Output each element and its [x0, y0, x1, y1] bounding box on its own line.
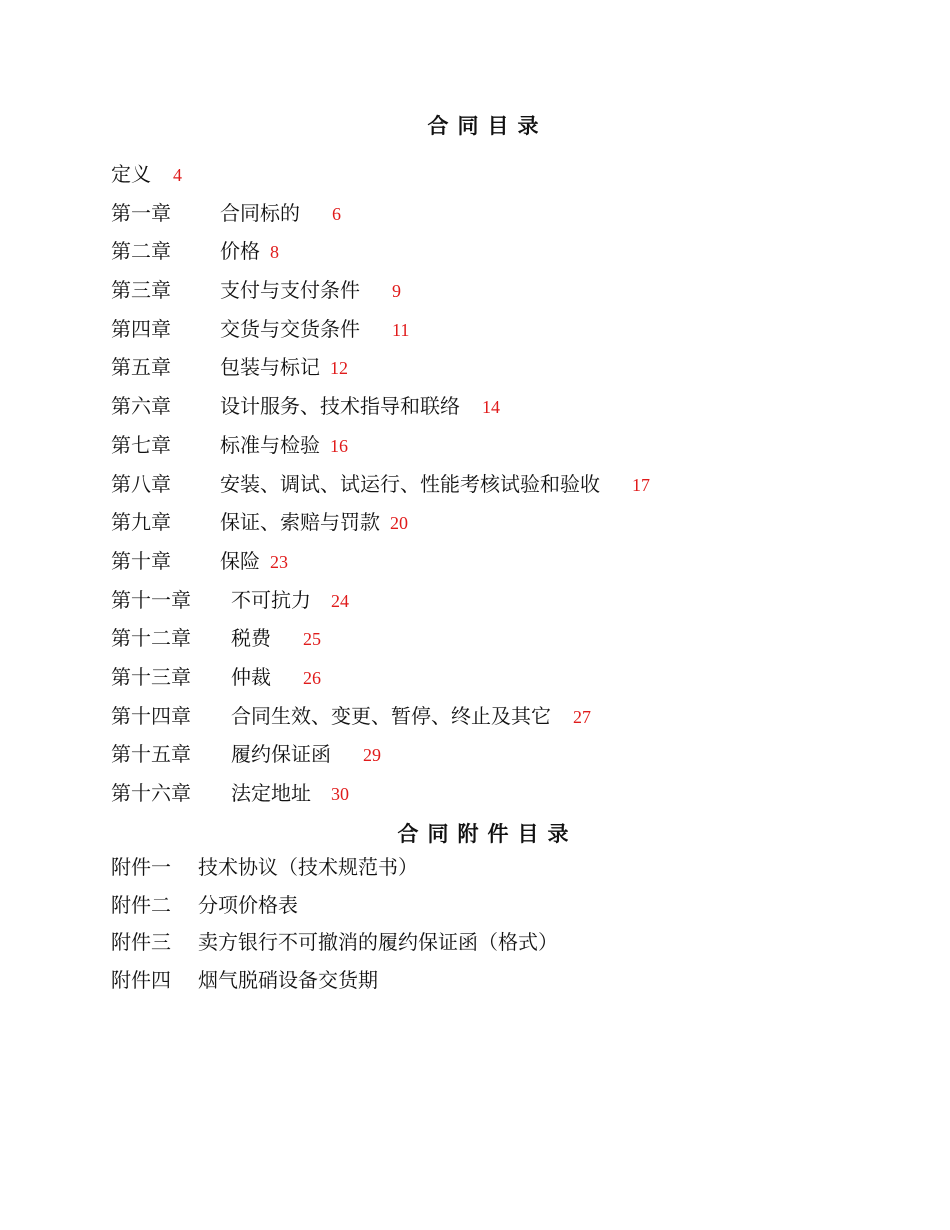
toc-chapter: 定义: [111, 162, 151, 186]
toc-row[interactable]: [111, 348, 891, 387]
toc-row[interactable]: [111, 658, 891, 697]
toc-row[interactable]: [111, 194, 891, 233]
appendix-title-text: 卖方银行不可撤消的履约保证函（格式）: [198, 930, 558, 954]
toc-page-number: 29: [363, 745, 381, 766]
toc-title: 履约保证函: [231, 742, 331, 767]
toc-row[interactable]: [111, 387, 891, 426]
toc-page-number: 24: [331, 590, 349, 611]
toc-chapter: 第十章: [111, 548, 171, 573]
toc-row[interactable]: [111, 581, 891, 620]
toc-title: 交货与交货条件: [220, 316, 360, 341]
toc-page-number: 4: [173, 165, 182, 185]
table-of-contents: [111, 155, 891, 813]
toc-title: 标准与检验: [220, 432, 320, 457]
toc-page-number: 20: [390, 513, 408, 534]
toc-row[interactable]: [111, 542, 891, 581]
toc-page-number: 26: [303, 667, 321, 688]
appendix-title-text: 烟气脱硝设备交货期: [198, 967, 378, 992]
toc-title: 价格: [220, 239, 260, 264]
toc-title: 支付与支付条件: [220, 278, 360, 303]
toc-page-number: 27: [573, 706, 591, 727]
toc-title: 不可抗力: [231, 587, 311, 612]
toc-chapter: 第十六章: [111, 781, 191, 805]
toc-chapter: 第十三章: [111, 664, 191, 689]
page-title: 合同目录: [427, 113, 548, 138]
appendix-title: 合同附件目录: [397, 821, 578, 846]
toc-chapter: 第十一章: [111, 587, 191, 612]
toc-title: 合同标的: [220, 200, 300, 225]
toc-chapter: 第一章: [111, 200, 171, 225]
toc-page-number: 30: [331, 784, 349, 804]
toc-title: 保险: [220, 548, 260, 573]
toc-title: 安装、调试、试运行、性能考核试验和验收: [220, 471, 600, 496]
toc-row[interactable]: [111, 271, 891, 310]
toc-page-number: 9: [392, 281, 401, 302]
toc-page-number: 14: [482, 397, 500, 418]
appendix-item[interactable]: [111, 962, 891, 1000]
toc-page-number: 16: [330, 435, 348, 456]
toc-page-number: 11: [392, 319, 410, 340]
toc-title: 包装与标记: [220, 355, 320, 380]
toc-row[interactable]: [111, 232, 891, 271]
toc-chapter: 第五章: [111, 355, 171, 380]
toc-chapter: 第二章: [111, 239, 171, 264]
appendix-title-text: 技术协议（技术规范书）: [198, 855, 418, 879]
toc-row[interactable]: [111, 697, 891, 736]
toc-row[interactable]: [111, 503, 891, 542]
toc-title: 法定地址: [231, 781, 311, 805]
toc-chapter: 第九章: [111, 510, 171, 535]
toc-chapter: 第三章: [111, 278, 171, 303]
toc-chapter: 第四章: [111, 316, 171, 341]
appendix-item[interactable]: [111, 924, 891, 962]
toc-row[interactable]: [111, 465, 891, 504]
appendix-list: [111, 849, 891, 999]
toc-row[interactable]: [111, 426, 891, 465]
toc-page-number: 8: [270, 242, 279, 263]
toc-chapter: 第六章: [111, 394, 171, 419]
toc-page-number: 25: [303, 629, 321, 650]
toc-page-number: 17: [632, 474, 650, 495]
toc-row-definition[interactable]: [111, 155, 891, 194]
toc-page-number: 12: [330, 358, 348, 379]
toc-row[interactable]: [111, 310, 891, 349]
toc-row[interactable]: [111, 735, 891, 774]
toc-page-number: 6: [332, 203, 341, 224]
toc-row[interactable]: [111, 774, 891, 813]
toc-chapter: 第十二章: [111, 626, 191, 651]
toc-chapter: 第十四章: [111, 703, 191, 728]
toc-title: 合同生效、变更、暂停、终止及其它: [231, 703, 551, 728]
toc-chapter: 第八章: [111, 471, 171, 496]
appendix-label: 附件三: [111, 930, 171, 954]
appendix-label: 附件四: [111, 967, 171, 992]
appendix-item[interactable]: [111, 887, 891, 925]
toc-title: 税费: [231, 626, 271, 651]
toc-title: 仲裁: [231, 664, 271, 689]
appendix-label: 附件一: [111, 855, 171, 879]
toc-title: 保证、索赔与罚款: [220, 510, 380, 535]
appendix-title-text: 分项价格表: [198, 892, 298, 917]
toc-title: 设计服务、技术指导和联络: [220, 394, 460, 419]
toc-chapter: 第十五章: [111, 742, 191, 767]
appendix-label: 附件二: [111, 892, 171, 917]
toc-row[interactable]: [111, 619, 891, 658]
toc-page-number: 23: [270, 551, 288, 572]
toc-chapter: 第七章: [111, 432, 171, 457]
appendix-item[interactable]: [111, 849, 891, 887]
